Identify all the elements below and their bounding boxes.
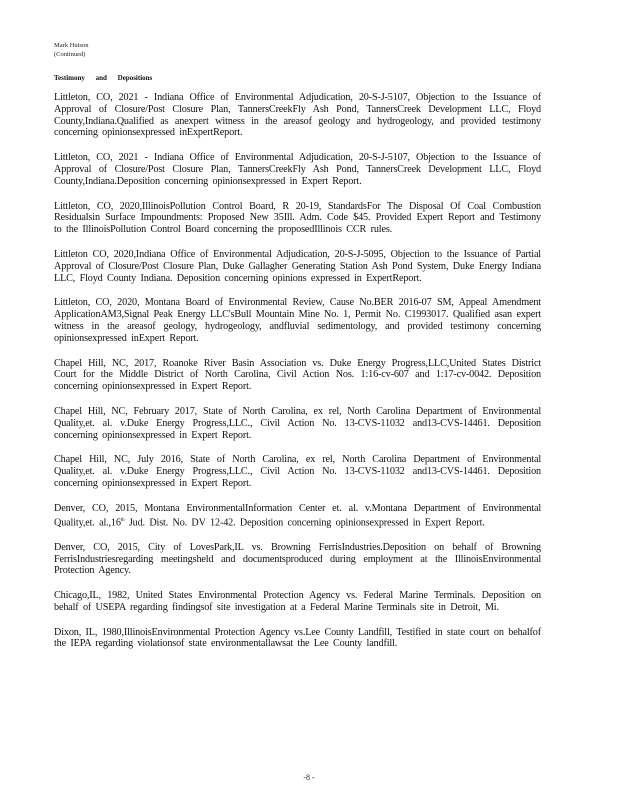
list-item: Littleton CO, 2020,Indiana Office of Environmental Adjudication, 20-S-J-5095, Objection to the Issuance of Partial Approval of Closure/Post Closure Plan, Duke Gallagher Generating Station Ash Pond System, Duke Energy Indiana LLC, Floyd County Indiana. Deposition concerning opinions expressed in ExpertReport. — [54, 248, 541, 284]
page-header — [54, 42, 88, 59]
superscript: th — [120, 517, 125, 523]
list-item: Littleton, CO, 2020, Montana Board of Environmental Review, Cause No.BER 2016-07 SM, Appeal Amendment ApplicationAM3,Signal Peak Energy LLC'sBull Mountain Mine No. 1, Permit No. C1993017. Qualified asan expert witness in the areasof geology, hydrogeology, andfluvial sedimentology, and provided testimony concerning opinionsexpressed inExpert Report. — [54, 297, 541, 344]
list-item: Denver, CO, 2015, City of LovesPark,IL vs. Browning FerrisIndustries.Deposition on behalf of Browning FerrisIndustriesregarding meetingsheld and documentsproduced during employment at the IllinoisEnvironmental Protection Agency. — [54, 541, 541, 577]
list-item: Chicago,IL, 1982, United States Environmental Protection Agency vs. Federal Marine Terminals. Deposition on behalf of USEPA regarding findingsof site investigation at a Federal Marine Terminals site in Detroit, Mi. — [54, 590, 541, 613]
list-item: Littleton, CO, 2020,IllinoisPollution Control Board, R 20-19, StandardsFor The Disposal Of Coal Combustion Residualsin Surface Impoundments: Proposed New 35Ill. Adm. Code $45. Provided Expert Report and Testimony to the IllinoisPollution Control Board concerning the proposedIllinois CCR rules. — [54, 200, 541, 236]
list-item: Chapel Hill, NC, 2017, Roanoke River Basin Association vs. Duke Energy Progress,LLC,United States District Court for the Middle District of North Carolina, Civil Action Nos. 1:16-cv-607 and 1:17-cv-0042. Deposition concerning opinionsexpressed in Expert Report. — [54, 357, 541, 393]
entry-text: Jud. Dist. No. DV 12-42. Deposition concerning opinionsexpressed in Expert Report. — [124, 516, 485, 528]
list-item: Littleton, CO, 2021 - Indiana Office of Environmental Adjudication, 20-S-J-5107, Objection to the Issuance of Approval of Closure/Post Closure Plan, TannersCreekFly Ash Pond, TannersCreek Development LLC, Floyd County,Indiana.Qualified as anexpert witness in the areasof geology and hydrogeology, and provided testimony concerning opinionsexpressed inExpertReport. — [54, 92, 541, 139]
continued-label: (Continued) — [54, 50, 86, 58]
entry-text: Denver, CO, 2015, Montana EnvironmentalInformation Center et. al. v.Montana Department of Environmental Quality,et. al.,16 — [54, 502, 541, 528]
page-number: -8 - — [303, 773, 315, 782]
list-item: Littleton, CO, 2021 - Indiana Office of Environmental Adjudication, 20-S-J-5107, Objection to the Issuance of Approval of Closure/Post Closure Plan, TannersCreekFly Ash Pond, TannersCreek Development LLC, Floyd County,Indiana.Deposition concerning opinionsexpressed in Expert Report. — [54, 152, 541, 187]
list-item: Chapel Hill, NC, July 2016, State of North Carolina, ex rel, North Carolina Department of Environmental Quality,et. al. v.Duke Energy Progress,LLC., Civil Action No. 13-CVS-11032 and13-CVS-14461. Deposition concerning opinionsexpressed in Expert Report. — [54, 454, 541, 489]
list-item-montana — [54, 503, 541, 529]
list-item: Chapel Hill, NC, February 2017, State of North Carolina, ex rel, North Carolina Department of Environmental Quality,et. al. v.Duke Energy Progress,LLC., Civil Action No. 13-CVS-11032 and13-CVS-14461. Deposition concerning opinionsexpressed in Expert Report. — [54, 405, 541, 441]
list-item: Dixon, IL, 1980,IllinoisEnvironmental Protection Agency vs.Lee County Landfill, Testified in state court on behalfof the IEPA regarding violationsof state environmentallawsat the Lee County landfill. — [54, 626, 541, 650]
testimony-list — [54, 92, 541, 663]
author-name: Mark Hutson — [54, 42, 89, 49]
section-title: Testimony and Depositions — [54, 74, 153, 82]
